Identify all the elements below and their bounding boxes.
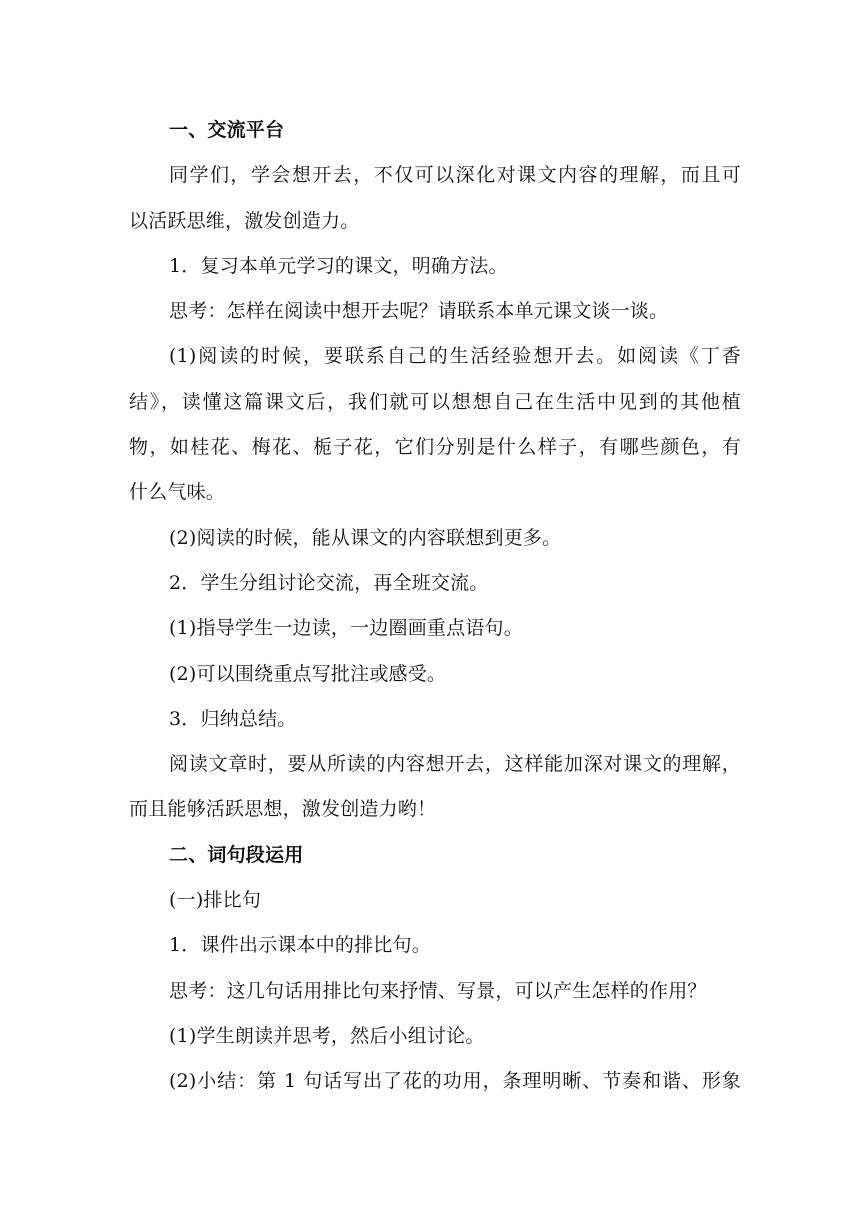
paragraph-line: (2)小结：第 1 句话写出了花的功用，条理明晰、节奏和谐、形象 [169,1070,741,1093]
list-item-line: (1)学生朗读并思考，然后小组讨论。 [169,1024,485,1047]
list-item-line: (2)可以围绕重点写批注或感受。 [169,662,447,685]
list-item-line: 1．复习本单元学习的课文，明确方法。 [169,254,508,277]
paragraph-line: 思考：这几句话用排比句来抒情、写景，可以产生怎样的作用？ [169,979,707,1002]
paragraph-line: 什么气味。 [129,481,226,504]
subsection-heading: (一)排比句 [169,889,262,912]
paragraph-line: 同学们，学会想开去，不仅可以深化对课文内容的理解，而且可 [169,164,741,187]
list-item-line: 2．学生分组讨论交流，再全班交流。 [169,571,489,594]
list-item-line: 1．课件出示课本中的排比句。 [169,934,431,957]
paragraph-line: 物，如桂花、梅花、栀子花，它们分别是什么样子，有哪些颜色，有 [129,436,741,459]
section-heading-exchange-platform: 一、交流平台 [169,119,285,141]
paragraph-line: 结》，读懂这篇课文后，我们就可以想想自己在生活中见到的其他植 [129,390,741,413]
section-heading-word-sentence-use: 二、词句段运用 [169,843,304,866]
paragraph-line: 阅读文章时，要从所读的内容想开去，这样能加深对课文的理解， [169,753,741,776]
document-body [129,108,741,1105]
paragraph-line: (1)阅读的时候，要联系自己的生活经验想开去。如阅读《丁香 [169,345,741,368]
list-item-line: (2)阅读的时候，能从课文的内容联想到更多。 [169,526,562,549]
list-item-line: (1)指导学生一边读，一边圈画重点语句。 [169,617,523,640]
paragraph-line: 而且能够活跃思想，激发创造力哟！ [129,798,437,821]
list-item-line: 3．归纳总结。 [169,707,297,730]
paragraph-line: 以活跃思维，激发创造力。 [129,209,360,232]
paragraph-line: 思考：怎样在阅读中想开去呢？请联系本单元课文谈一谈。 [169,300,669,323]
